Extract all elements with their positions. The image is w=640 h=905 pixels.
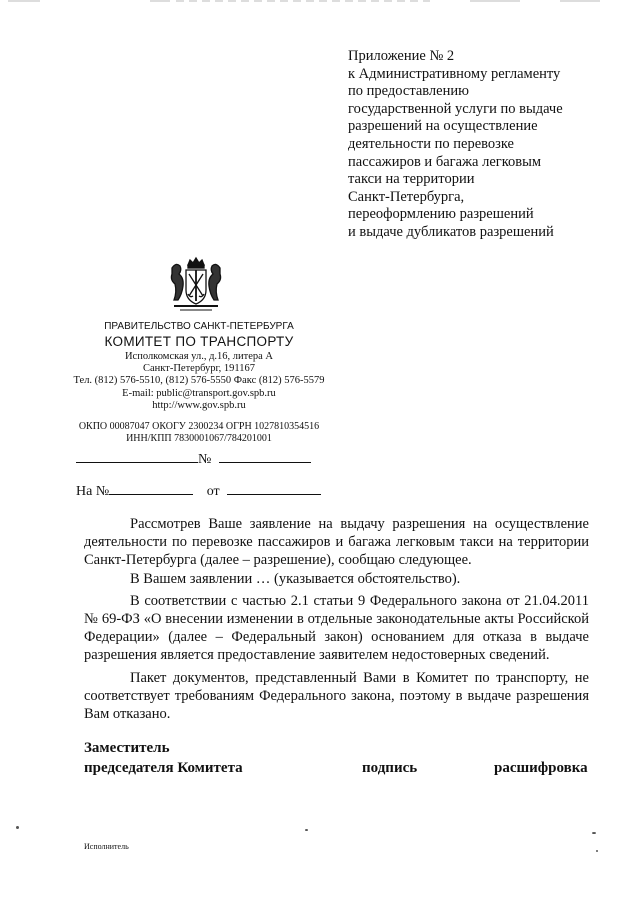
scan-speck	[16, 826, 19, 829]
committee-name: КОМИТЕТ ПО ТРАНСПОРТУ	[104, 334, 294, 349]
scan-speck	[592, 832, 596, 834]
letter-body	[84, 515, 589, 723]
tax-codes: ИНН/КПП 7830001067/784201001	[126, 433, 272, 445]
website-line: http://www.gov.spb.ru	[152, 399, 246, 411]
signatory-title-line2: председателя Комитета	[84, 760, 243, 776]
incoming-reference-line	[76, 482, 321, 500]
phone-fax-line: Тел. (812) 576-5510, (812) 576-5550 Факс (812) 576-5579	[73, 375, 325, 387]
body-paragraph: В Вашем заявлении … (указывается обстоятельство).	[130, 570, 461, 587]
scan-artifact	[0, 0, 640, 6]
from-label: от	[206, 484, 220, 499]
registry-codes: ОКПО 00087047 ОКОГУ 2300234 ОГРН 1027810354516	[78, 421, 320, 433]
appendix-line: к Административному регламенту	[348, 65, 561, 82]
appendix-line: такси на территории	[348, 171, 475, 188]
scan-speck	[305, 829, 308, 831]
email-line: E-mail: public@transport.gov.spb.ru	[122, 387, 276, 399]
name-decode-label: расшифровка	[494, 760, 588, 776]
outgoing-number-line	[76, 450, 311, 468]
appendix-line: разрешений на осуществление	[348, 118, 538, 135]
signature-label: подпись	[362, 760, 418, 776]
date-blank	[76, 450, 198, 463]
body-paragraph: Рассмотрев Ваше заявление на выдачу разрешения на осуществление деятельности по перевозке пассажиров и багажа легковым такси на территории Санкт-Петербурга (далее – разрешение), сообщаю следующее.	[84, 516, 589, 569]
appendix-block	[348, 48, 628, 242]
coat-of-arms-emblem	[164, 256, 228, 316]
appendix-line: переоформлению разрешений	[348, 206, 534, 223]
appendix-line: по предоставлению	[348, 83, 469, 100]
incoming-date-blank	[227, 482, 321, 495]
address-line: Санкт-Петербург, 191167	[143, 363, 255, 375]
appendix-line: деятельности по перевозке	[348, 135, 514, 152]
body-paragraph: Пакет документов, представленный Вами в Комитет по транспорту, не соответствует требованиям Федерального закона, поэтому в выдаче разрешения Вам отказано.	[84, 669, 589, 723]
number-sign: №	[198, 452, 212, 467]
signatory-title-line1: Заместитель	[84, 740, 170, 756]
body-paragraph: В соответствии с частью 2.1 статьи 9 Федерального закона от 21.04.2011 № 69-ФЗ «О внесении изменении в отдельные законодательные акты Российской Федерации» (далее – Федеральный закон) основанием для отказа в выдаче разрешения является предоставление заявителем недостоверных сведений.	[84, 592, 589, 664]
on-number-label: На №	[76, 484, 110, 499]
sender-header	[64, 320, 334, 445]
appendix-line: Приложение № 2	[348, 48, 455, 64]
address-line: Исполкомская ул., д.16, литера А	[124, 351, 274, 362]
appendix-line: государственной услуги по выдаче	[348, 100, 563, 117]
appendix-line: и выдаче дубликатов разрешений	[348, 223, 554, 240]
executor-label: Исполнитель	[84, 842, 129, 851]
appendix-line: пассажиров и багажа легковым	[348, 153, 542, 170]
government-name: ПРАВИТЕЛЬСТВО САНКТ-ПЕТЕРБУРГА	[104, 321, 294, 332]
scan-speck	[596, 850, 598, 852]
appendix-line: Санкт-Петербурга,	[348, 188, 465, 205]
number-blank	[219, 450, 311, 463]
incoming-number-blank	[109, 482, 193, 495]
